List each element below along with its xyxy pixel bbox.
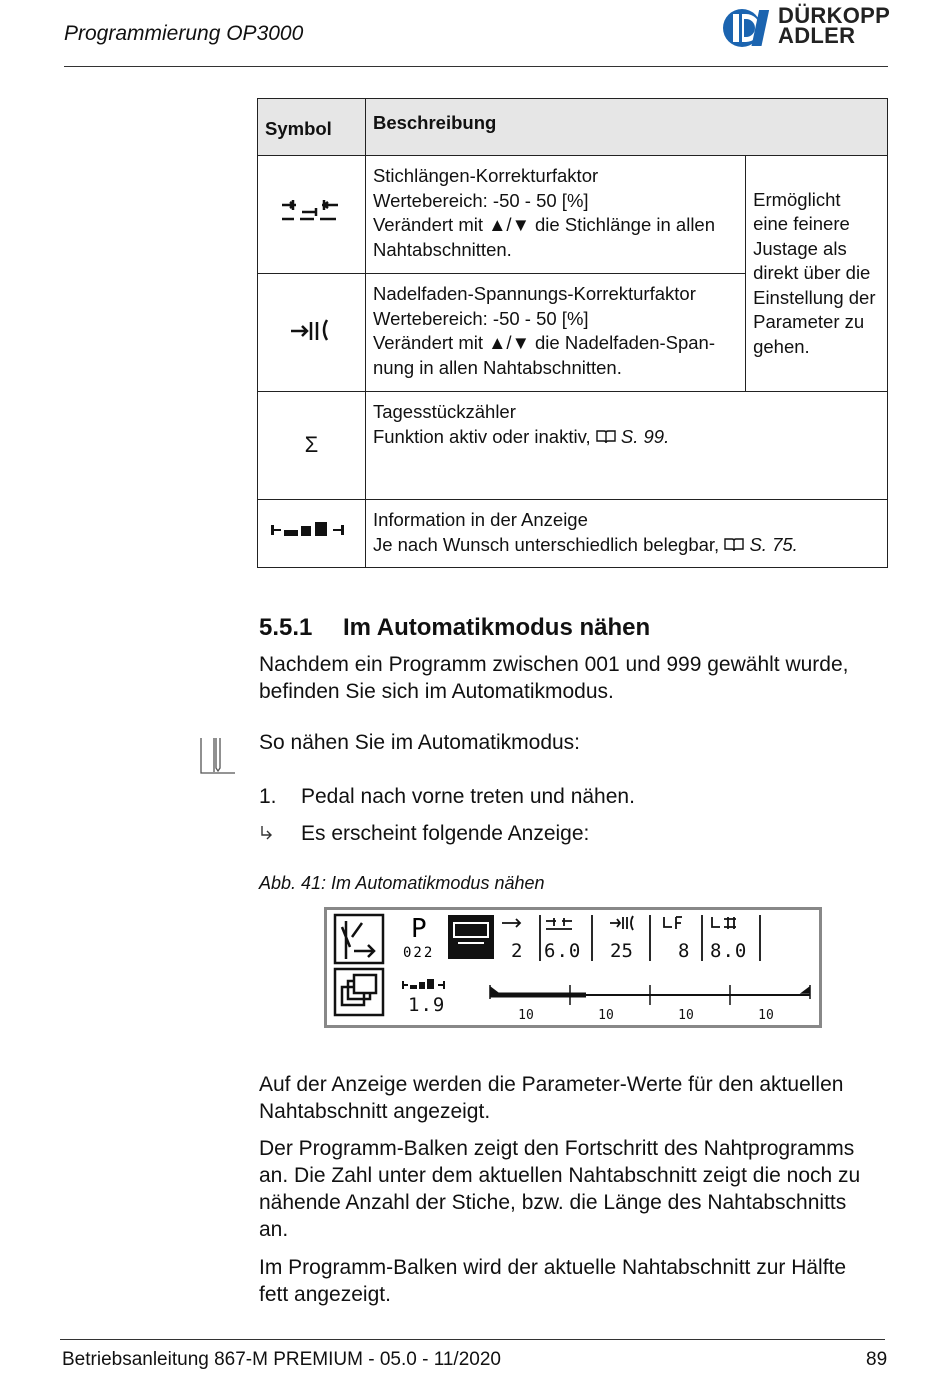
section-number: 5.5.1	[259, 614, 313, 641]
footer-rule	[60, 1339, 885, 1340]
figure-caption: Abb. 41: Im Automatikmodus nähen	[259, 873, 545, 893]
desc-line: Tagesstückzähler	[372, 401, 516, 422]
param-value: 6.0	[544, 940, 582, 962]
page-number: 89	[866, 1349, 888, 1370]
intro-paragraph: Nachdem ein Programm zwischen 001 und 999 gewählt wurde, befinden Sie sich im Automatikmodus.	[259, 653, 849, 703]
note-line: Ermöglicht	[753, 188, 841, 210]
note-line: eine feinere	[753, 213, 850, 235]
desc-line: Wertebereich: -50 - 50 [%]	[372, 189, 589, 211]
howto-text: So nähen Sie im Automatikmodus:	[259, 731, 581, 754]
row-thread-tension	[365, 274, 745, 392]
row-day-counter	[365, 392, 887, 500]
segment-label: 10	[518, 1008, 534, 1023]
logo-line-2: ADLER	[778, 23, 856, 48]
book-icon	[724, 537, 744, 553]
segment-label: 10	[678, 1008, 694, 1023]
desc-line: Stichlängen-Korrekturfaktor	[372, 165, 599, 186]
col-header-symbol: Symbol	[258, 99, 366, 156]
note-line: Justage als	[753, 237, 847, 259]
shared-note	[746, 156, 888, 392]
paragraph-parameter-values: Auf der Anzeige werden die Parameter-Werte für den aktuellen Nahtabschnitt angezeigt.	[259, 1073, 844, 1123]
step-result: Es erscheint folgende Anzeige:	[259, 820, 889, 847]
row-stitch-length	[365, 156, 745, 274]
header-rule	[64, 66, 888, 67]
param-value: 8	[678, 940, 690, 962]
desc-line: Verändert mit ▲/▼ die Nadelfaden-Span-	[372, 332, 716, 353]
page-header-title: Programmierung OP3000	[64, 22, 304, 45]
symbol-cell	[258, 274, 366, 392]
desc-line: Nadelfaden-Spannungs-Korrekturfaktor	[372, 283, 696, 304]
automatic-mode-display	[324, 907, 822, 1028]
book-icon	[596, 429, 616, 445]
segment-label: 10	[598, 1008, 614, 1023]
thread-tension-icon	[289, 314, 333, 344]
desc-line: Je nach Wunsch unterschiedlich belegbar, S. 75.	[372, 533, 798, 555]
info-value: 1.9	[408, 994, 446, 1016]
step-1: 1. Pedal nach vorne treten und nähen.	[259, 785, 635, 808]
instruction-hand-icon	[200, 737, 236, 775]
program-letter: P	[411, 914, 427, 944]
symbol-table	[257, 98, 888, 568]
segment-label: 10	[758, 1008, 774, 1023]
col-header-description: Beschreibung	[365, 99, 887, 156]
param-value: 2	[511, 940, 523, 962]
row-info-display	[365, 500, 887, 568]
page-reference[interactable]: S. 99.	[620, 425, 670, 447]
program-number: 022	[403, 945, 435, 961]
desc-line: Nahtabschnitten.	[372, 238, 512, 260]
param-value: 8.0	[710, 940, 748, 962]
brand-logo	[722, 3, 892, 52]
page-reference[interactable]: S. 75.	[749, 533, 798, 555]
logo-line-1: DÜRKOPP	[778, 3, 891, 28]
desc-line: Funktion aktiv oder inaktiv, S. 99.	[372, 425, 670, 447]
symbol-cell	[258, 500, 366, 568]
paragraph-program-bar: Der Programm-Balken zeigt den Fortschritt des Nahtprogramms an. Die Zahl unter dem aktuellen Nahtabschnitt zeigt die noch zu nähende Anzahl der Stiche, bzw. die Länge des Nahtabschnitts an.	[259, 1137, 861, 1241]
sigma-icon: Σ	[304, 431, 319, 457]
symbol-cell	[258, 156, 366, 274]
desc-line: Information in der Anzeige	[372, 509, 588, 530]
section-title: Im Automatikmodus nähen	[343, 614, 651, 641]
desc-line: nung in allen Nahtabschnitten.	[372, 356, 622, 378]
desc-line: Verändert mit ▲/▼ die Stichlänge in allen	[372, 214, 716, 235]
section-heading	[259, 614, 650, 642]
note-line: gehen.	[753, 335, 810, 357]
note-line: direkt über die	[753, 262, 871, 284]
param-value: 25	[610, 940, 633, 962]
stitch-length-icon	[280, 196, 342, 226]
result-arrow-icon	[259, 824, 277, 842]
footer-document: Betriebsanleitung 867-M PREMIUM - 05.0 - 11/2020	[62, 1349, 501, 1370]
note-line: Einstellung der	[753, 286, 876, 308]
info-display-icon	[269, 520, 353, 540]
note-line: Parameter zu	[753, 311, 865, 333]
logo-mark-icon	[722, 6, 772, 50]
symbol-cell	[258, 392, 366, 500]
paragraph-current-segment: Im Programm-Balken wird der aktuelle Nahtabschnitt zur Hälfte fett angezeigt.	[259, 1256, 847, 1306]
desc-line: Wertebereich: -50 - 50 [%]	[372, 307, 589, 329]
